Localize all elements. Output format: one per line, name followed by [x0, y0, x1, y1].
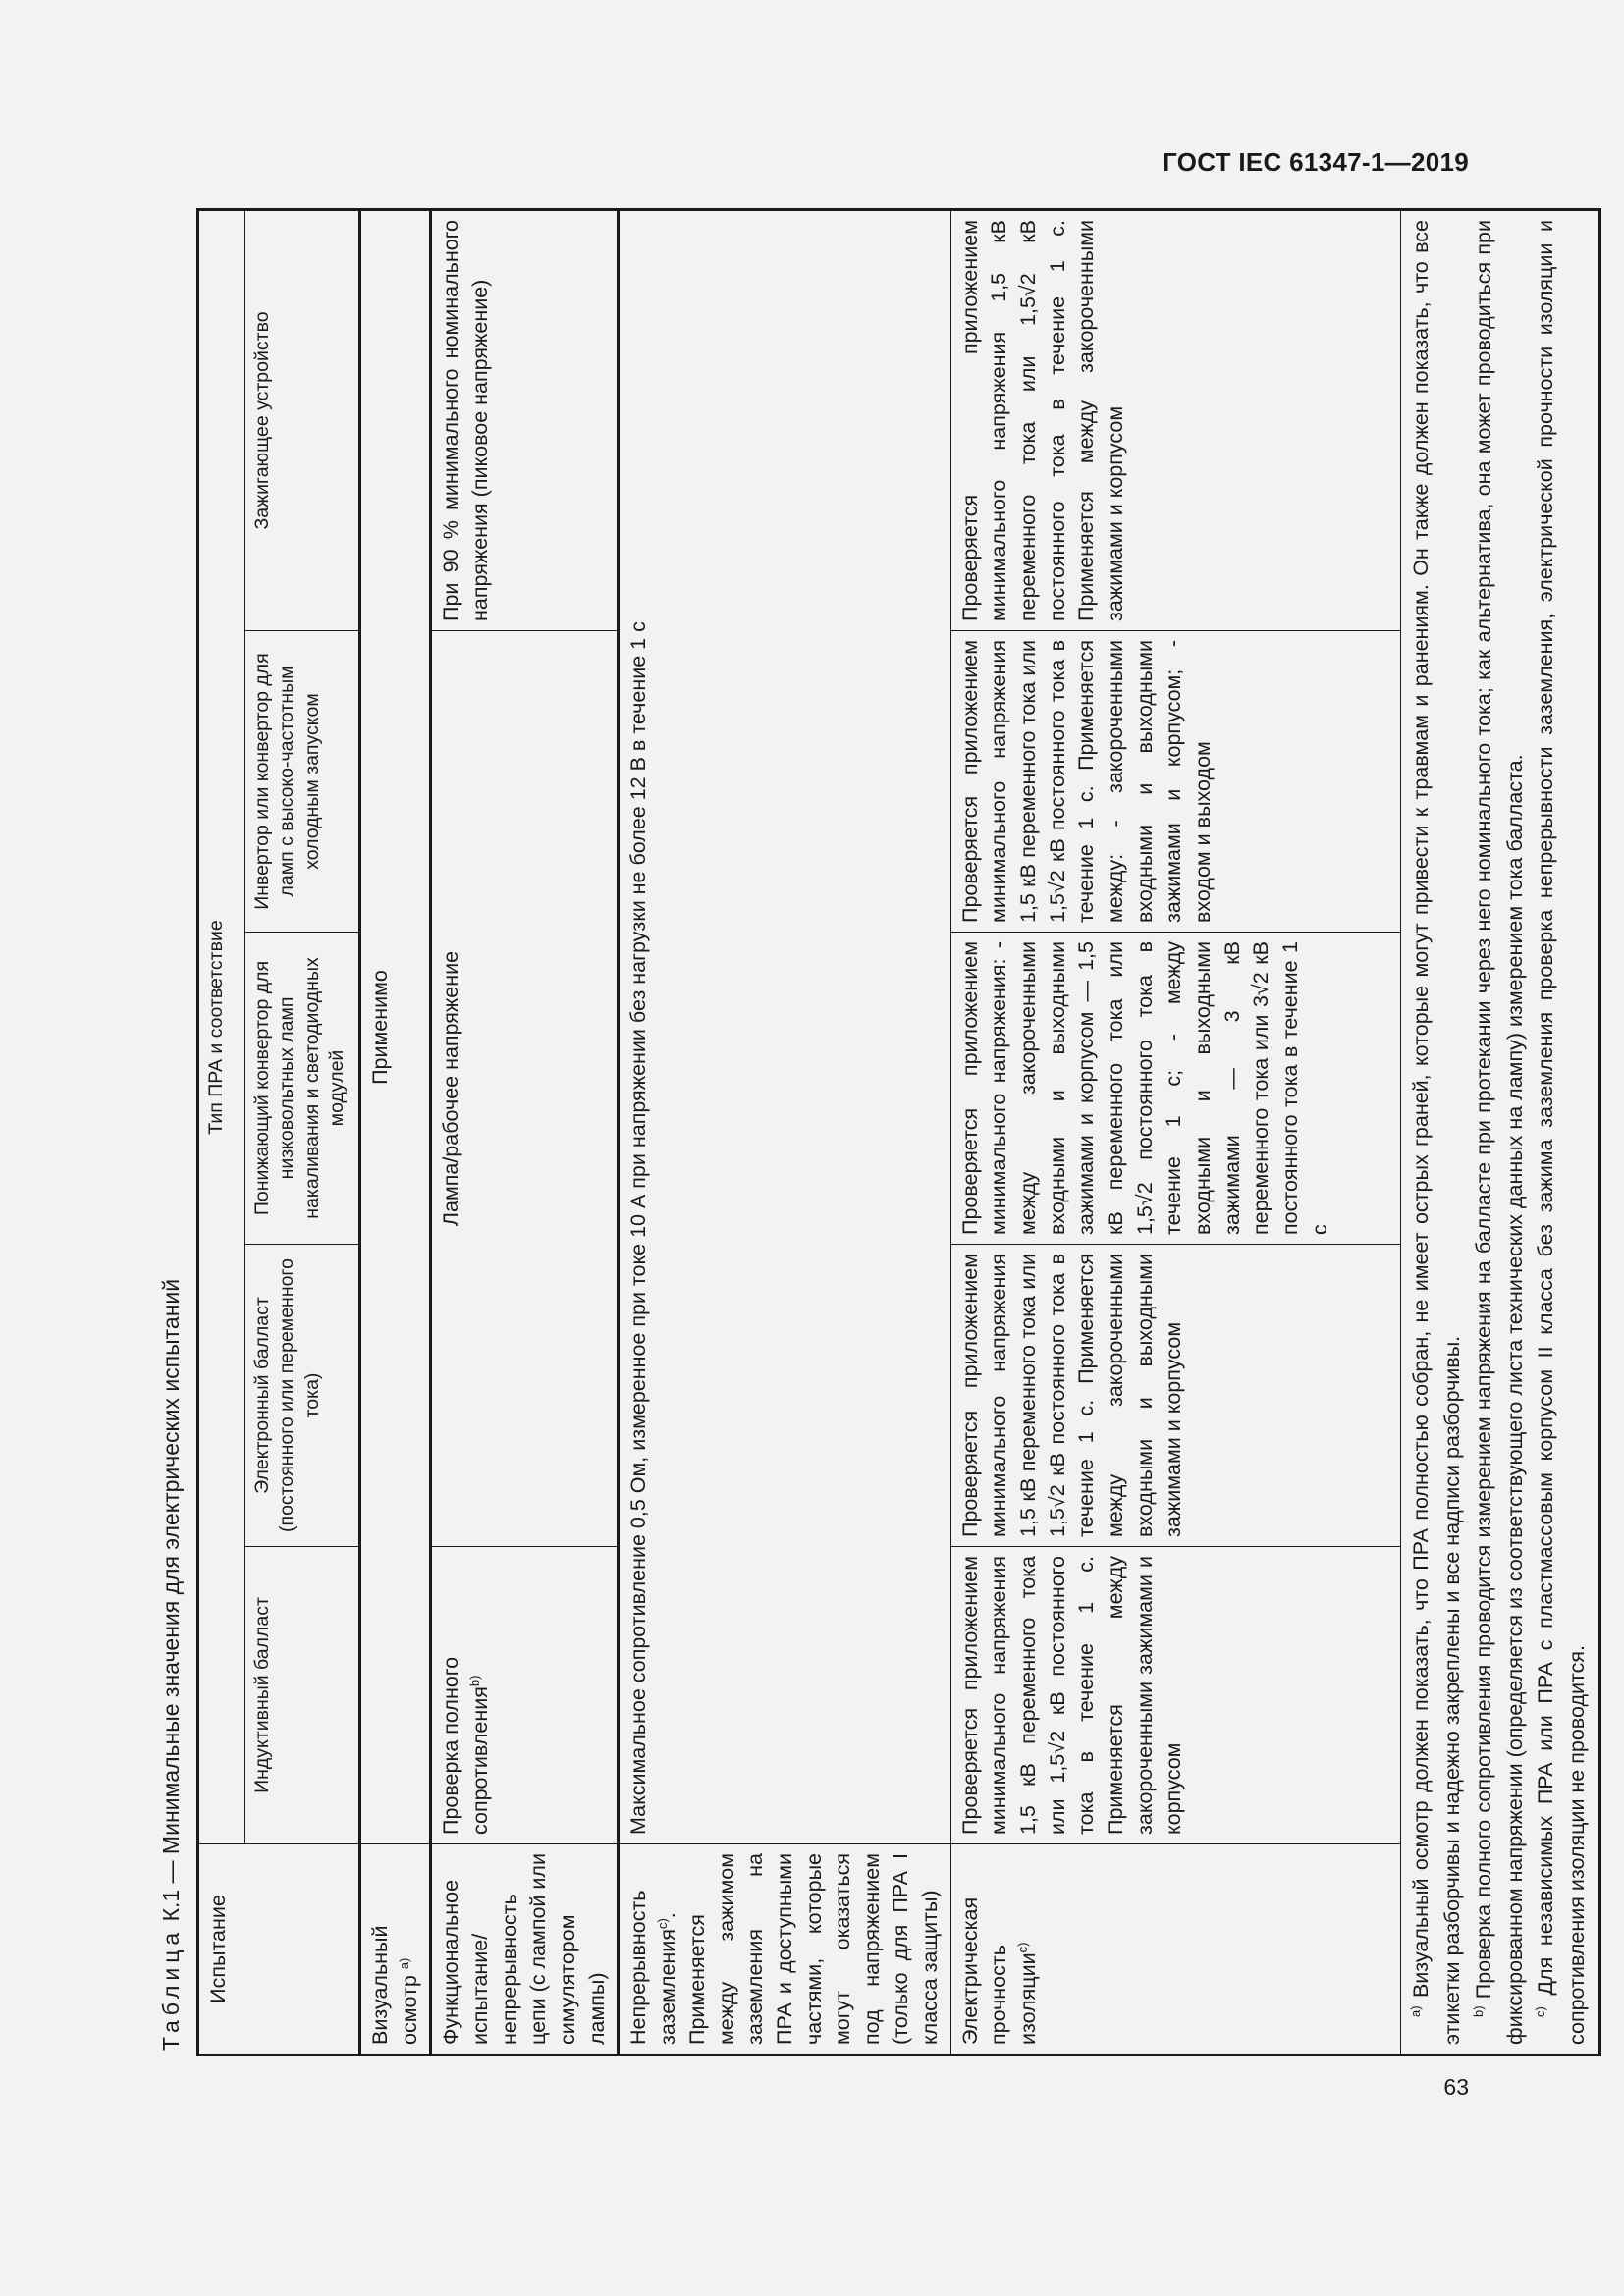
- row-functional-voltage: Лампа/рабочее напряжение: [431, 631, 619, 1547]
- standard-designation: ГОСТ IEC 61347-1—2019: [1163, 147, 1469, 177]
- table-caption-label: Таблица: [158, 1927, 184, 2051]
- row-visual-value: Применимо: [360, 209, 431, 1843]
- row-earthing-test: Непрерывность заземления$^{c)}$. Применяется между зажимом заземления на ПРА и доступными частями, которые могут оказаться под напряжением (только для ПРА I класса защиты): [619, 1844, 950, 2056]
- row-insulation-electronic: Проверяется приложением минимального напряжения 1,5 кВ переменного тока или 1,5√2 кВ постоянного тока в течение 1 с. Применяется между закороченными входными и выходными зажимами и корпусом: [950, 1245, 1400, 1547]
- row-earthing-value: Максимальное сопротивление 0,5 Ом, измеренное при токе 10 А при напряжении без нагрузки не более 12 В в течение 1 с: [619, 209, 950, 1843]
- table-caption-text: К.1 — Минимальные значения для электрических испытаний: [158, 1278, 184, 1928]
- row-insulation-converter: Проверяется приложением минимального напряжения: - между закороченными входными и выходными зажимами и корпусом — 1,5 кВ переменного тока или 1,5√2 постоянного тока в течение 1 с; - между входными и выходными зажимами — 3 кВ переменного тока или 3√2 кВ постоянного тока в течение 1 с: [950, 933, 1400, 1245]
- row-visual-test: Визуальный осмотр $^{a)}$: [360, 1844, 431, 2056]
- rotated-table-region: [145, 211, 1590, 2056]
- row-functional-inductive: Проверка полного сопротивления$^{b)}$: [431, 1547, 619, 1844]
- header-step-down-converter: Понижающий конвертор для низковольтных ламп накаливания и светодиодных модулей: [245, 933, 360, 1245]
- header-inductive-ballast: Индуктивный балласт: [245, 1547, 360, 1844]
- row-footnotes: [1400, 209, 1599, 2055]
- footnotes: [1400, 209, 1599, 2055]
- row-insulation-test: Электрическая прочность изоляции$^{c)}$: [950, 1844, 1400, 2056]
- row-visual: [360, 209, 431, 2055]
- header-test: Испытание: [198, 1844, 360, 2056]
- row-insulation-inverter: Проверяется приложением минимального напряжения 1,5 кВ переменного тока или 1,5√2 кВ постоянного тока в течение 1 с. Применяется между: - закороченными входными и выходными зажимами и корпусом; - входом и выходом: [950, 631, 1400, 933]
- row-functional-igniter: При 90 % минимального номинального напряжения (пиковое напряжение): [431, 209, 619, 630]
- footnote-b: $^{b)}$ Проверка полного сопротивления проводится измерением напряжения на балласте при протекании через него номинального тока; как альтернатива, она может проводиться при фиксированном напряжении (определяется из соответствующего листа технических данных на лампу) измерением тока балласта.: [1470, 219, 1527, 2045]
- row-earthing: [619, 209, 950, 2055]
- header-electronic-ballast: Электронный балласт (постоянного или переменного тока): [245, 1245, 360, 1547]
- row-insulation: [950, 209, 1400, 2055]
- row-functional: [431, 209, 619, 2055]
- table-header-row-2: [245, 209, 360, 2055]
- row-functional-test: Функциональное испытание/непрерывность цепи (с лампой или симулятором лампы): [431, 1844, 619, 2056]
- row-insulation-inductive: Проверяется приложением минимального напряжения 1,5 кВ переменного тока или 1,5√2 кВ постоянного тока в течение 1 с. Применяется между закороченными зажимами и корпусом: [950, 1547, 1400, 1844]
- row-insulation-igniter: Проверяется приложением минимального напряжения 1,5 кВ переменного тока или 1,5√2 кВ постоянного тока в течение 1 с. Применяется между закороченными зажимами и корпусом: [950, 209, 1400, 630]
- footnote-c: $^{c)}$ Для независимых ПРА или ПРА с пластмассовым корпусом II класса без зажима заземления проверка непрерывности заземления, электрической прочности изоляции и сопротивления изоляции не проводится.: [1533, 219, 1590, 2045]
- header-group: Тип ПРА и соответствие: [198, 209, 245, 1843]
- footnote-a: $^{a)}$ Визуальный осмотр должен показать, что ПРА полностью собран, не имеет острых граней, которые могут привести к травмам и ранениям. Он также должен показать, что все этикетки разборчивы и надежно закреплены и все надписи разборчивы.: [1407, 219, 1464, 2045]
- header-inverter: Инвертор или конвертор для ламп с высоко-частотным холодным запуском: [245, 631, 360, 933]
- header-igniter: Зажигающее устройство: [245, 209, 360, 630]
- table-header-row-1: [198, 209, 245, 2055]
- table-caption: [145, 211, 196, 2056]
- electrical-tests-table: [196, 208, 1601, 2056]
- page-number: 63: [1443, 2074, 1469, 2100]
